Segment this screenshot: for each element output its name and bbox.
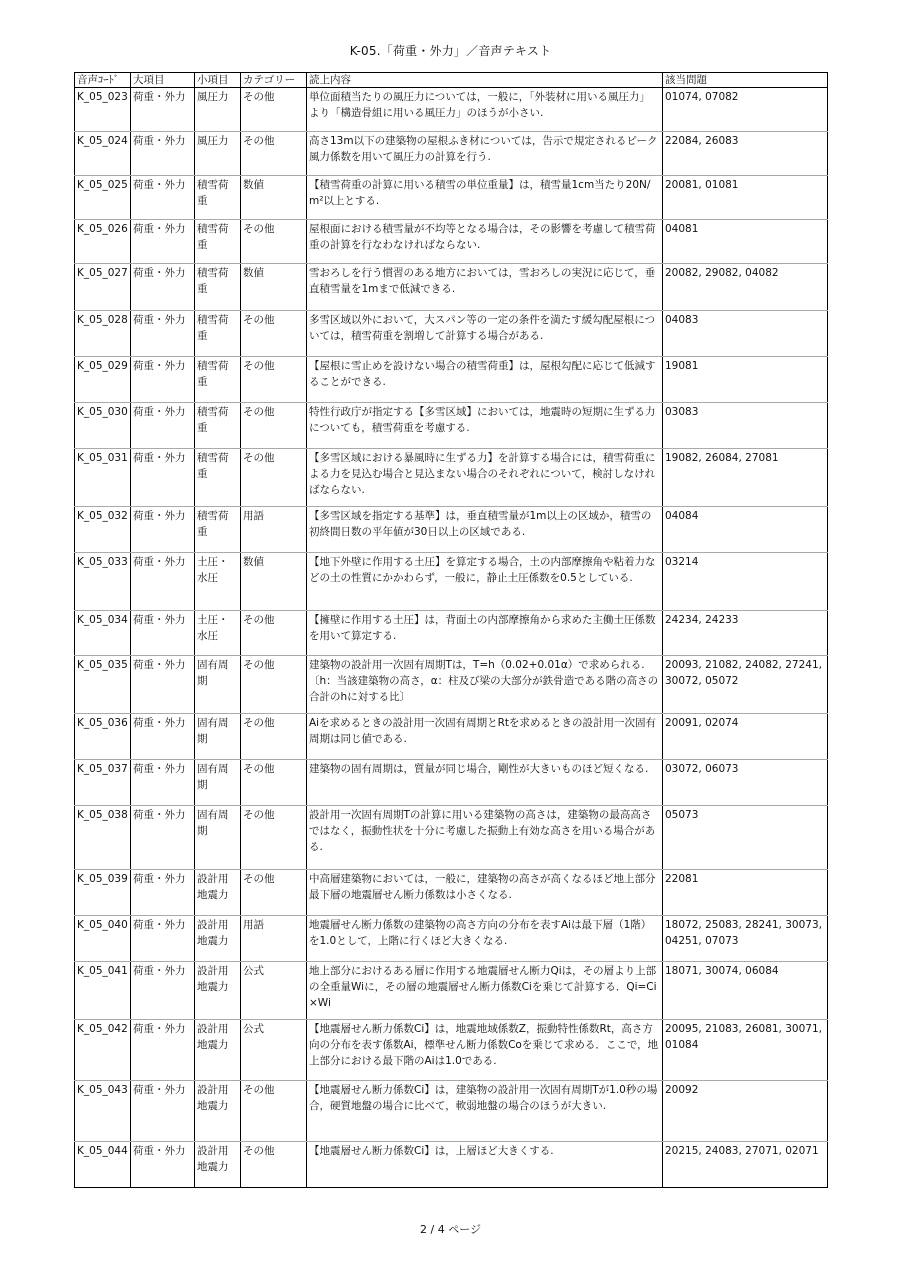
cell-refs: 05073 (663, 806, 828, 870)
cell-minor: 積雪荷重 (195, 357, 241, 403)
page-title: K-05.「荷重・外力」／音声テキスト (349, 44, 552, 58)
cell-content: 屋根面における積雪量が不均等となる場合は，その影響を考慮して積雪荷重の計算を行なわなければならない. (307, 220, 663, 264)
cell-content: 【地下外壁に作用する土圧】を算定する場合，土の内部摩擦角や粘着力などの土の性質にかかわらず，一般に，静止土圧係数を0.5としている. (307, 553, 663, 611)
table-row (75, 88, 828, 132)
cell-content: 建築物の固有周期は，質量が同じ場合，剛性が大きいものほど短くなる. (307, 760, 663, 806)
cell-content: 地震層せん断力係数の建築物の高さ方向の分布を表すAiは最下層（1階）を1.0として，上階に行くほど大きくなる. (307, 916, 663, 962)
cell-content: 単位面積当たりの風圧力については，一般に，「外装材に用いる風圧力」より「構造骨組に用いる風圧力」のほうが小さい. (307, 88, 663, 132)
cell-major: 荷重・外力 (131, 357, 195, 403)
table-row (75, 714, 828, 760)
cell-major: 荷重・外力 (131, 870, 195, 916)
table-row (75, 507, 828, 553)
cell-category: その他 (241, 806, 307, 870)
table-body (75, 88, 828, 1188)
cell-major: 荷重・外力 (131, 962, 195, 1020)
cell-category: 用語 (241, 507, 307, 553)
header-refs: 該当問題 (663, 73, 828, 88)
table-row (75, 760, 828, 806)
page-number: 2 / 4 ページ (420, 1223, 481, 1236)
table-row (75, 656, 828, 714)
cell-code: K_05_031 (75, 449, 131, 507)
table-row (75, 553, 828, 611)
cell-major: 荷重・外力 (131, 656, 195, 714)
cell-major: 荷重・外力 (131, 220, 195, 264)
cell-minor: 積雪荷重 (195, 176, 241, 220)
cell-minor: 固有周期 (195, 760, 241, 806)
table-row (75, 403, 828, 449)
cell-major: 荷重・外力 (131, 449, 195, 507)
header-major: 大項目 (131, 73, 195, 88)
cell-content: Aiを求めるときの設計用一次固有周期とRtを求めるときの設計用一次固有周期は同じ値である. (307, 714, 663, 760)
cell-content: 設計用一次固有周期Tの計算に用いる建築物の高さは，建築物の最高高さではなく，振動性状を十分に考慮した振動上有効な高さを用いる場合がある. (307, 806, 663, 870)
cell-category: 数値 (241, 553, 307, 611)
cell-category: その他 (241, 870, 307, 916)
cell-minor: 固有周期 (195, 656, 241, 714)
table-row (75, 311, 828, 357)
cell-refs: 18072, 25083, 28241, 30073, 04251, 07073 (663, 916, 828, 962)
cell-refs: 03214 (663, 553, 828, 611)
cell-minor: 土圧・水圧 (195, 553, 241, 611)
cell-refs: 20091, 02074 (663, 714, 828, 760)
table-row (75, 176, 828, 220)
cell-refs: 20092 (663, 1081, 828, 1142)
cell-minor: 風圧力 (195, 132, 241, 176)
cell-content: 中高層建築物においては，一般に，建築物の高さが高くなるほど地上部分最下層の地震層せん断力係数は小さくなる. (307, 870, 663, 916)
cell-code: K_05_026 (75, 220, 131, 264)
cell-minor: 積雪荷重 (195, 311, 241, 357)
cell-content: 【地震層せん断力係数Ci】は，地震地域係数Z，振動特性係数Rt，高さ方向の分布を表す係数Ai，標準せん断力係数Coを乗じて求める．ここで，地上部分における最下階のAiは1.0である. (307, 1020, 663, 1081)
table-row (75, 449, 828, 507)
cell-category: その他 (241, 1142, 307, 1188)
cell-code: K_05_030 (75, 403, 131, 449)
cell-refs: 24234, 24233 (663, 611, 828, 656)
cell-category: その他 (241, 220, 307, 264)
cell-refs: 20095, 21083, 26081, 30071, 01084 (663, 1020, 828, 1081)
cell-content: 【屋根に雪止めを設けない場合の積雪荷重】は，屋根勾配に応じて低減することができる. (307, 357, 663, 403)
cell-refs: 19082, 26084, 27081 (663, 449, 828, 507)
cell-minor: 固有周期 (195, 806, 241, 870)
cell-refs: 22081 (663, 870, 828, 916)
cell-major: 荷重・外力 (131, 611, 195, 656)
table-row (75, 1142, 828, 1188)
cell-major: 荷重・外力 (131, 1081, 195, 1142)
cell-refs: 20093, 21082, 24082, 27241, 30072, 05072 (663, 656, 828, 714)
cell-refs: 03083 (663, 403, 828, 449)
cell-category: その他 (241, 132, 307, 176)
cell-content: 高さ13m以下の建築物の屋根ふき材については，告示で規定されるピーク風力係数を用いて風圧力の計算を行う. (307, 132, 663, 176)
cell-category: その他 (241, 311, 307, 357)
cell-code: K_05_042 (75, 1020, 131, 1081)
table-row (75, 1081, 828, 1142)
cell-content: 多雪区域以外において，大スパン等の一定の条件を満たす緩勾配屋根については，積雪荷重を割増して計算する場合がある. (307, 311, 663, 357)
cell-content: 雪おろしを行う慣習のある地方においては，雪おろしの実況に応じて，垂直積雪量を1mまで低減できる. (307, 264, 663, 311)
cell-refs: 18071, 30074, 06084 (663, 962, 828, 1020)
cell-major: 荷重・外力 (131, 1020, 195, 1081)
cell-refs: 01074, 07082 (663, 88, 828, 132)
cell-code: K_05_044 (75, 1142, 131, 1188)
cell-category: 数値 (241, 264, 307, 311)
cell-code: K_05_025 (75, 176, 131, 220)
table-row (75, 916, 828, 962)
cell-category: その他 (241, 403, 307, 449)
cell-refs: 04081 (663, 220, 828, 264)
cell-refs: 20215, 24083, 27071, 02071 (663, 1142, 828, 1188)
cell-major: 荷重・外力 (131, 760, 195, 806)
cell-code: K_05_040 (75, 916, 131, 962)
cell-refs: 04083 (663, 311, 828, 357)
cell-category: その他 (241, 760, 307, 806)
cell-content: 特性行政庁が指定する【多雪区域】においては，地震時の短期に生ずる力についても，積雪荷重を考慮する. (307, 403, 663, 449)
cell-minor: 設計用地震力 (195, 1081, 241, 1142)
cell-minor: 風圧力 (195, 88, 241, 132)
cell-minor: 固有周期 (195, 714, 241, 760)
cell-code: K_05_028 (75, 311, 131, 357)
cell-minor: 積雪荷重 (195, 403, 241, 449)
cell-major: 荷重・外力 (131, 806, 195, 870)
cell-category: その他 (241, 714, 307, 760)
table-row (75, 132, 828, 176)
cell-category: その他 (241, 611, 307, 656)
cell-code: K_05_034 (75, 611, 131, 656)
cell-refs: 19081 (663, 357, 828, 403)
cell-content: 地上部分におけるある層に作用する地震層せん断力Qiは，その層より上部の全重量Wiに，その層の地震層せん断力係数Ciを乗じて計算する．Qi=Ci×Wi (307, 962, 663, 1020)
cell-code: K_05_035 (75, 656, 131, 714)
cell-category: 公式 (241, 1020, 307, 1081)
cell-content: 【積雪荷重の計算に用いる積雪の単位重量】は，積雪量1cm当たり20N/m²以上とする. (307, 176, 663, 220)
cell-code: K_05_036 (75, 714, 131, 760)
table-row (75, 611, 828, 656)
cell-content: 【地震層せん断力係数Ci】は，上層ほど大きくする. (307, 1142, 663, 1188)
cell-category: その他 (241, 88, 307, 132)
header-content: 読上内容 (307, 73, 663, 88)
cell-minor: 積雪荷重 (195, 220, 241, 264)
cell-code: K_05_027 (75, 264, 131, 311)
cell-major: 荷重・外力 (131, 88, 195, 132)
cell-category: 用語 (241, 916, 307, 962)
table-row (75, 264, 828, 311)
cell-code: K_05_041 (75, 962, 131, 1020)
cell-minor: 設計用地震力 (195, 870, 241, 916)
cell-code: K_05_039 (75, 870, 131, 916)
cell-major: 荷重・外力 (131, 1142, 195, 1188)
cell-minor: 設計用地震力 (195, 1020, 241, 1081)
cell-code: K_05_029 (75, 357, 131, 403)
cell-category: その他 (241, 1081, 307, 1142)
cell-refs: 22084, 26083 (663, 132, 828, 176)
header-category: カテゴリー (241, 73, 307, 88)
cell-code: K_05_024 (75, 132, 131, 176)
table-row (75, 962, 828, 1020)
cell-minor: 積雪荷重 (195, 449, 241, 507)
cell-content: 【擁壁に作用する土圧】は，背面土の内部摩擦角から求めた主働土圧係数を用いて算定する. (307, 611, 663, 656)
cell-major: 荷重・外力 (131, 264, 195, 311)
cell-category: その他 (241, 449, 307, 507)
cell-major: 荷重・外力 (131, 916, 195, 962)
cell-code: K_05_038 (75, 806, 131, 870)
cell-refs: 03072, 06073 (663, 760, 828, 806)
cell-minor: 土圧・水圧 (195, 611, 241, 656)
cell-category: 数値 (241, 176, 307, 220)
cell-code: K_05_033 (75, 553, 131, 611)
cell-minor: 積雪荷重 (195, 507, 241, 553)
cell-major: 荷重・外力 (131, 403, 195, 449)
cell-category: その他 (241, 656, 307, 714)
cell-content: 建築物の設計用一次固有周期Tは，T=h（0.02+0.01α）で求められる.〔h：当該建築物の高さ，α：柱及び梁の大部分が鉄骨造である階の高さの合計のhに対する比〕 (307, 656, 663, 714)
cell-minor: 積雪荷重 (195, 264, 241, 311)
cell-refs: 20082, 29082, 04082 (663, 264, 828, 311)
cell-major: 荷重・外力 (131, 553, 195, 611)
voice-text-table (74, 72, 828, 1188)
cell-code: K_05_032 (75, 507, 131, 553)
cell-code: K_05_023 (75, 88, 131, 132)
cell-content: 【多雪区域を指定する基準】は，垂直積雪量が1m以上の区域か，積雪の初終間日数の平年値が30日以上の区域である. (307, 507, 663, 553)
table-header-row (75, 73, 828, 88)
cell-refs: 20081, 01081 (663, 176, 828, 220)
cell-refs: 04084 (663, 507, 828, 553)
cell-major: 荷重・外力 (131, 507, 195, 553)
cell-category: 公式 (241, 962, 307, 1020)
cell-major: 荷重・外力 (131, 714, 195, 760)
header-code: 音声ｺｰﾄﾞ (75, 73, 131, 88)
table-row (75, 1020, 828, 1081)
table-row (75, 357, 828, 403)
cell-major: 荷重・外力 (131, 176, 195, 220)
cell-major: 荷重・外力 (131, 132, 195, 176)
cell-category: その他 (241, 357, 307, 403)
header-minor: 小項目 (195, 73, 241, 88)
cell-minor: 設計用地震力 (195, 1142, 241, 1188)
cell-content: 【地震層せん断力係数Ci】は，建築物の設計用一次固有周期Tが1.0秒の場合，硬質地盤の場合に比べて，軟弱地盤の場合のほうが大きい. (307, 1081, 663, 1142)
cell-code: K_05_037 (75, 760, 131, 806)
table-row (75, 806, 828, 870)
cell-content: 【多雪区域における暴風時に生ずる力】を計算する場合には，積雪荷重による力を見込む場合と見込まない場合のそれぞれについて，検討しなければならない. (307, 449, 663, 507)
cell-minor: 設計用地震力 (195, 916, 241, 962)
table-row (75, 870, 828, 916)
cell-minor: 設計用地震力 (195, 962, 241, 1020)
cell-major: 荷重・外力 (131, 311, 195, 357)
table-row (75, 220, 828, 264)
cell-code: K_05_043 (75, 1081, 131, 1142)
